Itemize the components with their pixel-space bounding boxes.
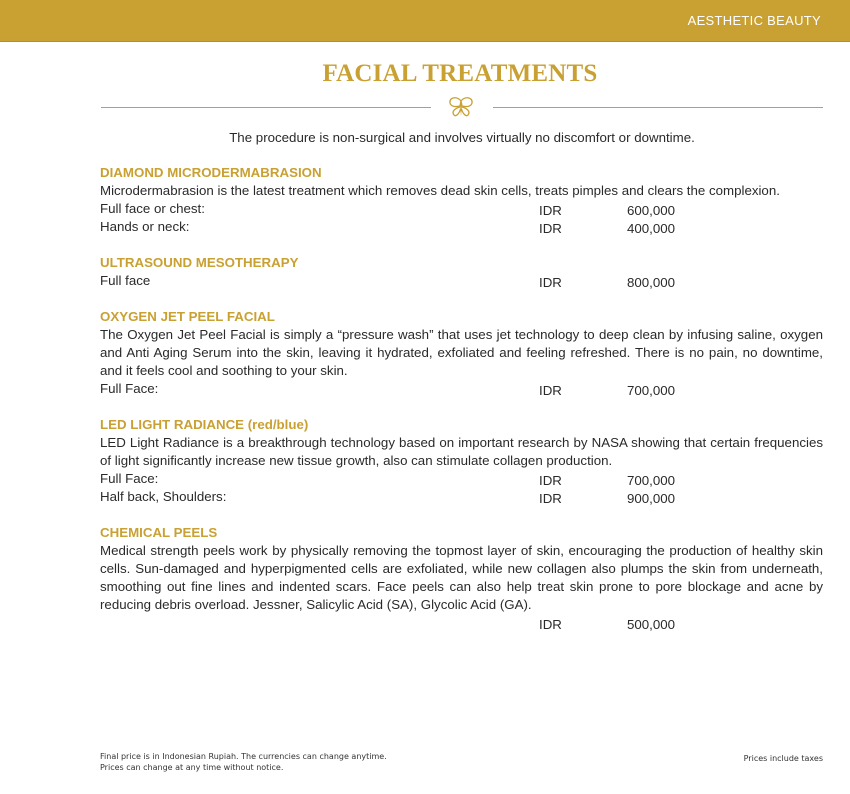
treatment-section (100, 524, 823, 632)
section-title: DIAMOND MICRODERMABRASION (100, 165, 322, 180)
price-amount: 800,000 (627, 275, 676, 290)
section-description: Medical strength peels work by physically removing the topmost layer of skin, encouraging the production of healthy skin cells. Sun-damaged and hyperpigmented cells are exfoliated, while new collagen also plumps the skin from underneath, smoothing out fine lines and indented scars. Face peels can also help treat skin prone to pore blockage and acne by reducing debris overload. Jessner, Salicylic Acid (SA), Glycolic Acid (GA). (100, 543, 823, 612)
section-title: ULTRASOUND MESOTHERAPY (100, 255, 299, 270)
price-currency: IDR (539, 275, 562, 290)
price-currency: IDR (539, 473, 562, 488)
footer-note-line: Prices can change at any time without notice. (100, 763, 284, 772)
price-currency: IDR (539, 383, 562, 398)
footer-note-line: Final price is in Indonesian Rupiah. The currencies can change anytime. (100, 752, 387, 761)
price-amount: 500,000 (627, 617, 676, 632)
title-divider-left (101, 107, 431, 108)
price-row (100, 470, 823, 488)
price-row (100, 380, 823, 398)
price-label: Full Face: (100, 381, 159, 396)
section-title: OXYGEN JET PEEL FACIAL (100, 309, 275, 324)
price-row (100, 218, 823, 236)
price-label: Half back, Shoulders: (100, 489, 227, 504)
section-description: LED Light Radiance is a breakthrough technology based on important research by NASA showing that certain frequencies of light significantly increase new tissue growth, also can stimulate collagen production. (100, 435, 823, 468)
price-row (100, 614, 823, 632)
footer-note (100, 751, 387, 773)
section-description: The Oxygen Jet Peel Facial is simply a “pressure wash” that uses jet technology to deep clean by infusing saline, oxygen and Anti Aging Serum into the skin, leaving it hydrated, exfoliated and feeling refreshed. There is no pain, no downtime, and it feels cool and soothing to your skin. (100, 327, 823, 378)
price-currency: IDR (539, 617, 562, 632)
footer-taxes-note: Prices include taxes (743, 754, 823, 763)
treatment-section (100, 254, 823, 290)
price-currency: IDR (539, 491, 562, 506)
price-label: Hands or neck: (100, 219, 190, 234)
butterfly-ornament-icon (446, 96, 476, 118)
treatment-list (100, 164, 823, 650)
title-divider-right (493, 107, 823, 108)
price-amount: 900,000 (627, 491, 676, 506)
section-title: CHEMICAL PEELS (100, 525, 218, 540)
price-row (100, 272, 823, 290)
header-bar (0, 0, 850, 42)
price-row (100, 200, 823, 218)
price-label: Full Face: (100, 471, 159, 486)
price-row (100, 488, 823, 506)
page-title: FACIAL TREATMENTS (322, 60, 598, 87)
treatment-section (100, 164, 823, 236)
price-amount: 600,000 (627, 203, 676, 218)
section-description: Microdermabrasion is the latest treatment which removes dead skin cells, treats pimples and clears the complexion. (100, 183, 780, 198)
price-label: Full face or chest: (100, 201, 205, 216)
price-currency: IDR (539, 221, 562, 236)
price-label: Full face (100, 273, 151, 288)
price-currency: IDR (539, 203, 562, 218)
treatment-section (100, 416, 823, 506)
price-amount: 400,000 (627, 221, 676, 236)
price-amount: 700,000 (627, 473, 676, 488)
section-title: LED LIGHT RADIANCE (red/blue) (100, 417, 309, 432)
price-amount: 700,000 (627, 383, 676, 398)
intro-text: The procedure is non-surgical and involves virtually no discomfort or downtime. (229, 130, 695, 145)
brand-label: AESTHETIC BEAUTY (687, 13, 821, 28)
treatment-section (100, 308, 823, 398)
